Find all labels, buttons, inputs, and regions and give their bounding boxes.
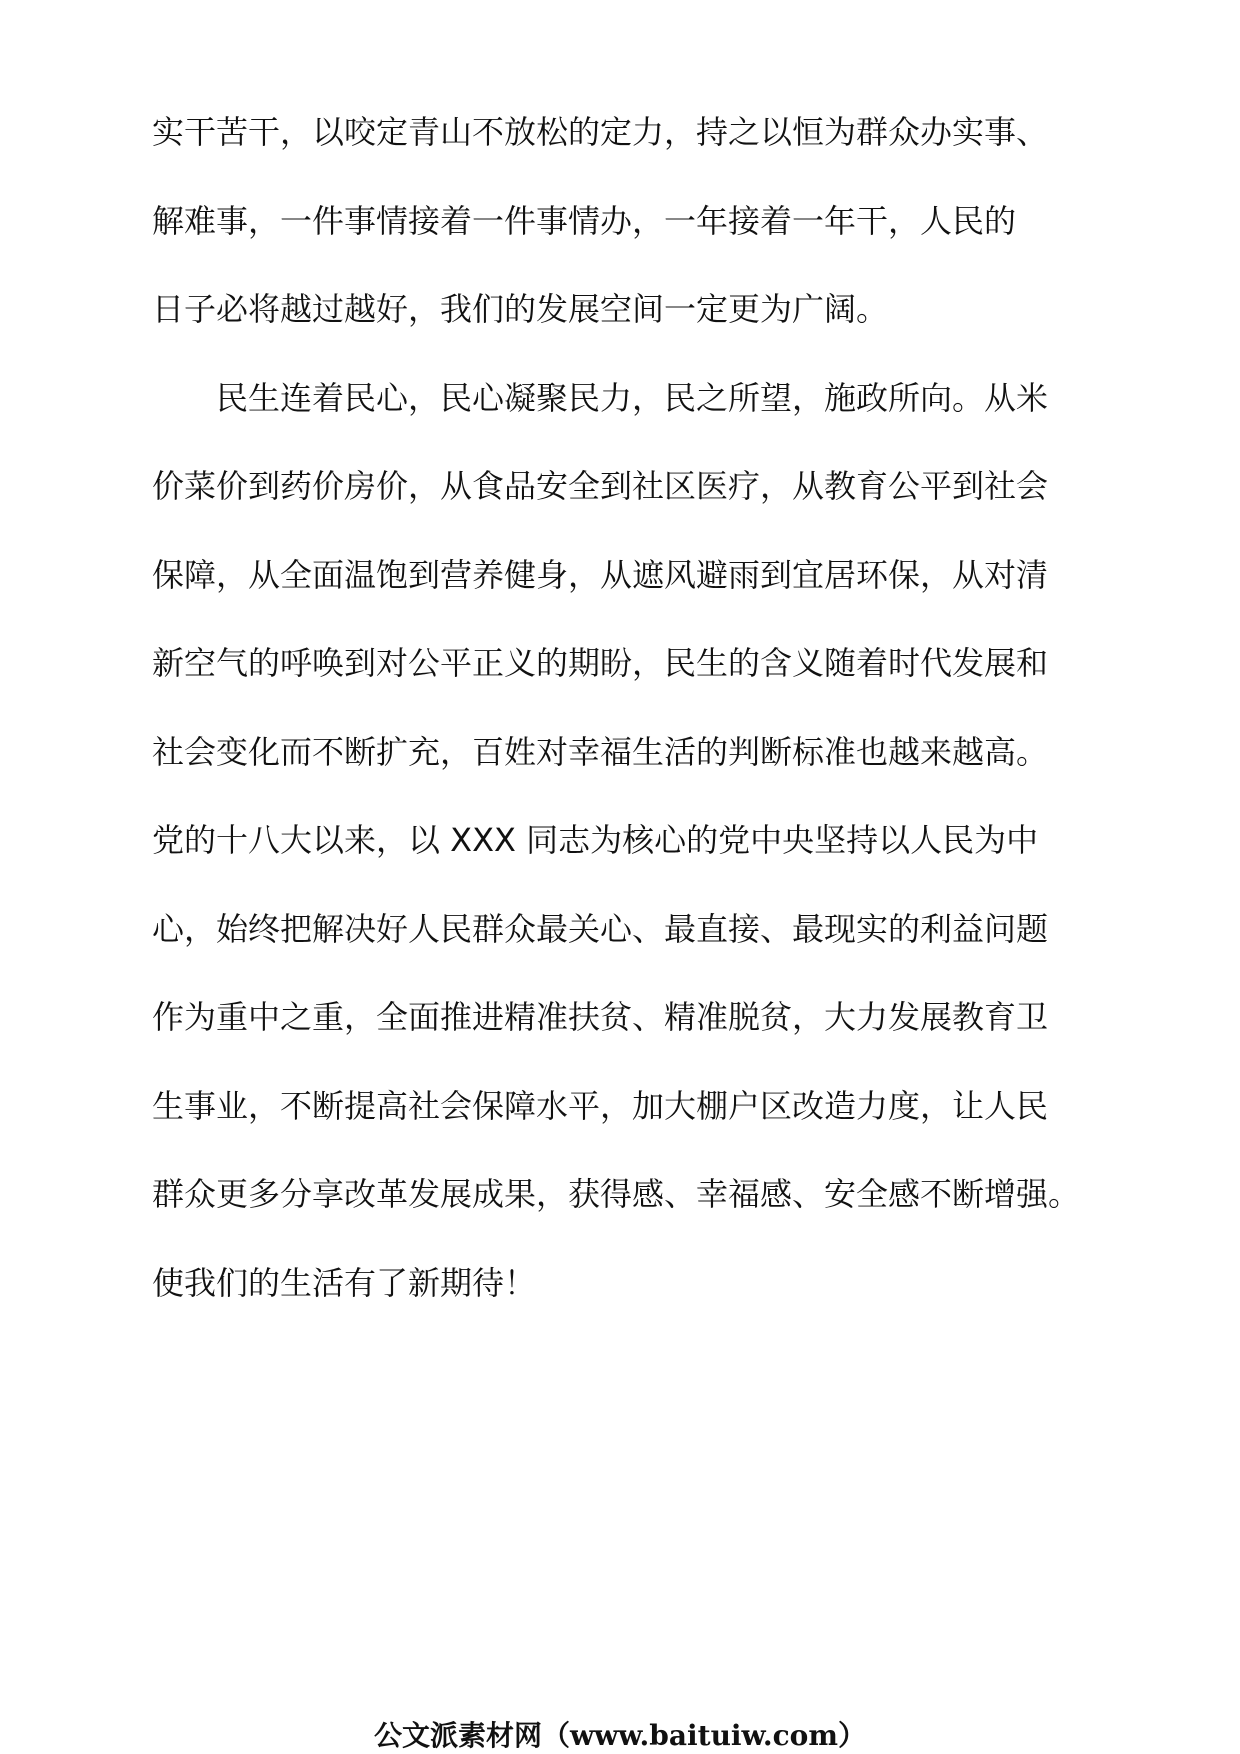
text-line: 使我们的生活有了新期待！ [152, 1263, 537, 1302]
text-line: 生事业，不断提高社会保障水平，加大棚户区改造力度，让人民 [152, 1086, 1049, 1125]
text-line: 群众更多分享改革发展成果，获得感、幸福感、安全感不断增强。 [152, 1175, 1081, 1213]
text-line: 社会变化而不断扩充，百姓对幸福生活的判断标准也越来越高。 [152, 732, 1049, 771]
text-line: 保障，从全面温饱到营养健身，从遮风避雨到宜居环保，从对清 [152, 555, 1049, 594]
text-line: 党的十八大以来，以 XXX 同志为核心的党中央坚持以人民为中 [152, 821, 1039, 859]
text-line: 日子必将越过越好，我们的发展空间一定更为广阔。 [152, 290, 889, 328]
document-body [152, 88, 1112, 1327]
text-line: 实干苦干，以咬定青山不放松的定力，持之以恒为群众办实事、 [152, 113, 1049, 151]
text-line: 新空气的呼唤到对公平正义的期盼，民生的含义随着时代发展和 [152, 644, 1049, 682]
text-line: 解难事，一件事情接着一件事情办，一年接着一年干，人民的 [152, 201, 1017, 240]
text-line: 作为重中之重，全面推进精准扶贫、精准脱贫，大力发展教育卫 [152, 998, 1049, 1036]
footer-source: 公文派素材网（www.baituiw.com） [374, 1719, 866, 1752]
text-line: 心，始终把解决好人民群众最关心、最直接、最现实的利益问题 [152, 909, 1049, 948]
paragraph-first-line: 民生连着民心，民心凝聚民力，民之所望，施政所向。从米 [216, 378, 1049, 417]
text-line: 价菜价到药价房价，从食品安全到社区医疗，从教育公平到社会 [152, 467, 1049, 505]
